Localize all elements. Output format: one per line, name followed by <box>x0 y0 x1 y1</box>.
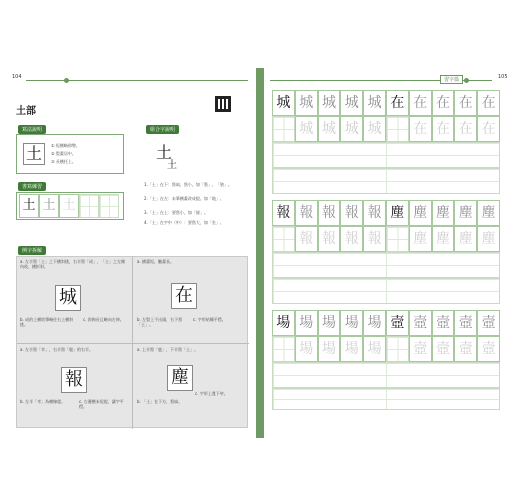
writing-row[interactable] <box>272 168 500 194</box>
trace-faint-char: 報 <box>318 226 341 252</box>
trace-char: 城 <box>295 90 318 116</box>
brush-box <box>16 134 124 174</box>
header-rule <box>26 80 248 81</box>
writing-row[interactable] <box>272 362 500 388</box>
trace-faint-char: 場 <box>363 336 386 362</box>
header-dot <box>464 78 469 83</box>
trace-faint-char: 壼 <box>477 336 500 362</box>
example-1-char: 城 <box>55 285 81 311</box>
trace-char: 報 <box>295 200 318 226</box>
compound-note-3: 3.「土」在上：要寫小，如「報」。 <box>144 210 208 215</box>
trace-faint-char: 城 <box>318 116 341 142</box>
trace-char: 場 <box>340 310 363 336</box>
writing-row[interactable] <box>272 252 500 278</box>
writing-cell[interactable] <box>386 336 409 362</box>
brush-example-char: 土 <box>23 143 45 165</box>
trace-model-char: 場 <box>272 310 295 336</box>
compound-note-4: 4.「土」在字中（中）：要寫大，如「坐」。 <box>144 220 224 225</box>
example-4-note-top: a. 上半寫「鹿」，下半寫「土」。 <box>137 347 198 352</box>
trace-char: 壼 <box>477 310 500 336</box>
trace-faint-char: 塵 <box>409 226 432 252</box>
trace-char: 塵 <box>477 200 500 226</box>
trace-faint-char: 壼 <box>454 336 477 362</box>
section-label-practice: 書寫練習 <box>18 182 46 191</box>
trace-faint-char: 場 <box>318 336 341 362</box>
trace-faint-char: 報 <box>340 226 363 252</box>
trace-faint-char: 城 <box>340 116 363 142</box>
trace-char: 在 <box>454 90 477 116</box>
trace-char: 城 <box>340 90 363 116</box>
example-1-note-bottom: b. 成的上橫收筆略往右上橫斜挑。 <box>20 317 74 327</box>
trace-faint-char: 報 <box>295 226 318 252</box>
brush-note-3: ③ 長橫托上。 <box>51 159 76 164</box>
trace-row-3 <box>272 310 500 416</box>
writing-cell[interactable] <box>272 336 295 362</box>
trace-faint-char: 城 <box>295 116 318 142</box>
compound-char-bottom: 土 <box>167 160 177 171</box>
example-4-note-right: c. 字形上寬下窄。 <box>195 391 228 396</box>
writing-cell[interactable] <box>386 226 409 252</box>
header-dot <box>64 78 69 83</box>
trace-model-char: 報 <box>272 200 295 226</box>
page-tag: 習字篇 <box>440 75 463 84</box>
example-3-note-right: c. 右邊橫末尾提，讓字平穩。 <box>79 399 124 409</box>
trace-char: 壼 <box>432 310 455 336</box>
trace-char: 場 <box>295 310 318 336</box>
example-3-note-bottom: b. 左半「幸」為橫線提。 <box>20 399 66 404</box>
example-4-char: 塵 <box>167 365 193 391</box>
writing-row[interactable] <box>272 142 500 168</box>
example-1-note-top: a. 左半寫「土」之下橫斜挑，右半寫「成」，「土」之左側內收，橫折斜。 <box>20 259 125 269</box>
example-2-note-bottom: b. 左豎上不出頭，右下寫「土」。 <box>137 317 183 327</box>
trace-model-char-2: 塵 <box>386 200 409 226</box>
practice-box <box>16 192 124 220</box>
trace-faint-char: 壼 <box>432 336 455 362</box>
trace-char: 塵 <box>432 200 455 226</box>
book-spine <box>256 68 264 438</box>
brush-note-1: ① 短橫略仰勢。 <box>51 143 80 148</box>
trace-char: 場 <box>363 310 386 336</box>
trace-row-1 <box>272 90 500 196</box>
writing-row[interactable] <box>272 388 500 410</box>
trace-char: 在 <box>477 90 500 116</box>
compound-char-top: 土 <box>155 143 172 162</box>
trace-faint-char: 報 <box>363 226 386 252</box>
practice-char-1: 土 <box>19 194 39 218</box>
trace-char: 塵 <box>454 200 477 226</box>
example-4-note-bottom: b. 「土」在下方，寫扁。 <box>137 399 183 404</box>
left-page <box>4 68 256 438</box>
trace-char: 城 <box>363 90 386 116</box>
page-number-left: 104 <box>12 74 22 80</box>
trace-row-2 <box>272 200 500 306</box>
trace-faint-char: 在 <box>477 116 500 142</box>
section-label-examples: 例字拆解 <box>18 246 46 255</box>
trace-faint-char: 塵 <box>454 226 477 252</box>
writing-row[interactable] <box>272 278 500 304</box>
trace-char: 壼 <box>409 310 432 336</box>
trace-model-char-2: 在 <box>386 90 409 116</box>
divider <box>17 343 249 344</box>
writing-cell[interactable] <box>272 116 295 142</box>
compound-note-1: 1.「土」在下：寫扁，寫小。如「墨」、「墊」。 <box>144 182 232 187</box>
trace-char: 報 <box>340 200 363 226</box>
trace-char: 場 <box>318 310 341 336</box>
trace-char: 壼 <box>454 310 477 336</box>
page-number-right: 105 <box>498 74 508 80</box>
compound-note-2: 2.「土」在左：末筆橫畫改成提。如「地」。 <box>144 196 224 201</box>
qr-code-icon <box>215 96 231 112</box>
example-2-note-top: a. 橫畫短，撇畫長。 <box>137 259 174 264</box>
trace-faint-char: 場 <box>295 336 318 362</box>
book-spread <box>4 68 516 438</box>
radical-title: 土部 <box>16 106 36 117</box>
example-3-char: 報 <box>61 367 87 393</box>
trace-faint-char: 壼 <box>409 336 432 362</box>
trace-char: 報 <box>318 200 341 226</box>
practice-empty-cell[interactable] <box>79 194 99 218</box>
example-2-note-right: c. 字形結構平穩。 <box>193 317 226 322</box>
trace-char: 在 <box>409 90 432 116</box>
trace-faint-char: 塵 <box>432 226 455 252</box>
trace-faint-char: 城 <box>363 116 386 142</box>
trace-faint-char: 場 <box>340 336 363 362</box>
trace-faint-char: 塵 <box>477 226 500 252</box>
example-3-note-top: a. 左半寫「幸」，右半寫「服」的右半。 <box>20 347 93 352</box>
trace-char: 報 <box>363 200 386 226</box>
trace-char: 城 <box>318 90 341 116</box>
trace-faint-char: 在 <box>432 116 455 142</box>
trace-faint-char: 在 <box>454 116 477 142</box>
section-label-compound: 組合字說明 <box>146 125 179 134</box>
trace-char: 在 <box>432 90 455 116</box>
trace-model-char: 城 <box>272 90 295 116</box>
section-label-brush: 寫法說明 <box>18 125 46 134</box>
practice-empty-cell[interactable] <box>99 194 119 218</box>
trace-faint-char: 在 <box>409 116 432 142</box>
right-page <box>264 68 516 438</box>
writing-cell[interactable] <box>272 226 295 252</box>
practice-char-3: 土 <box>59 194 79 218</box>
examples-area <box>16 256 248 428</box>
trace-model-char-2: 壼 <box>386 310 409 336</box>
trace-char: 塵 <box>409 200 432 226</box>
example-1-note-right: c. 斜鉤長且略向左伸。 <box>83 317 124 322</box>
writing-cell[interactable] <box>386 116 409 142</box>
example-2-char: 在 <box>171 283 197 309</box>
brush-note-2: ② 豎畫居中。 <box>51 151 76 156</box>
practice-char-2: 土 <box>39 194 59 218</box>
